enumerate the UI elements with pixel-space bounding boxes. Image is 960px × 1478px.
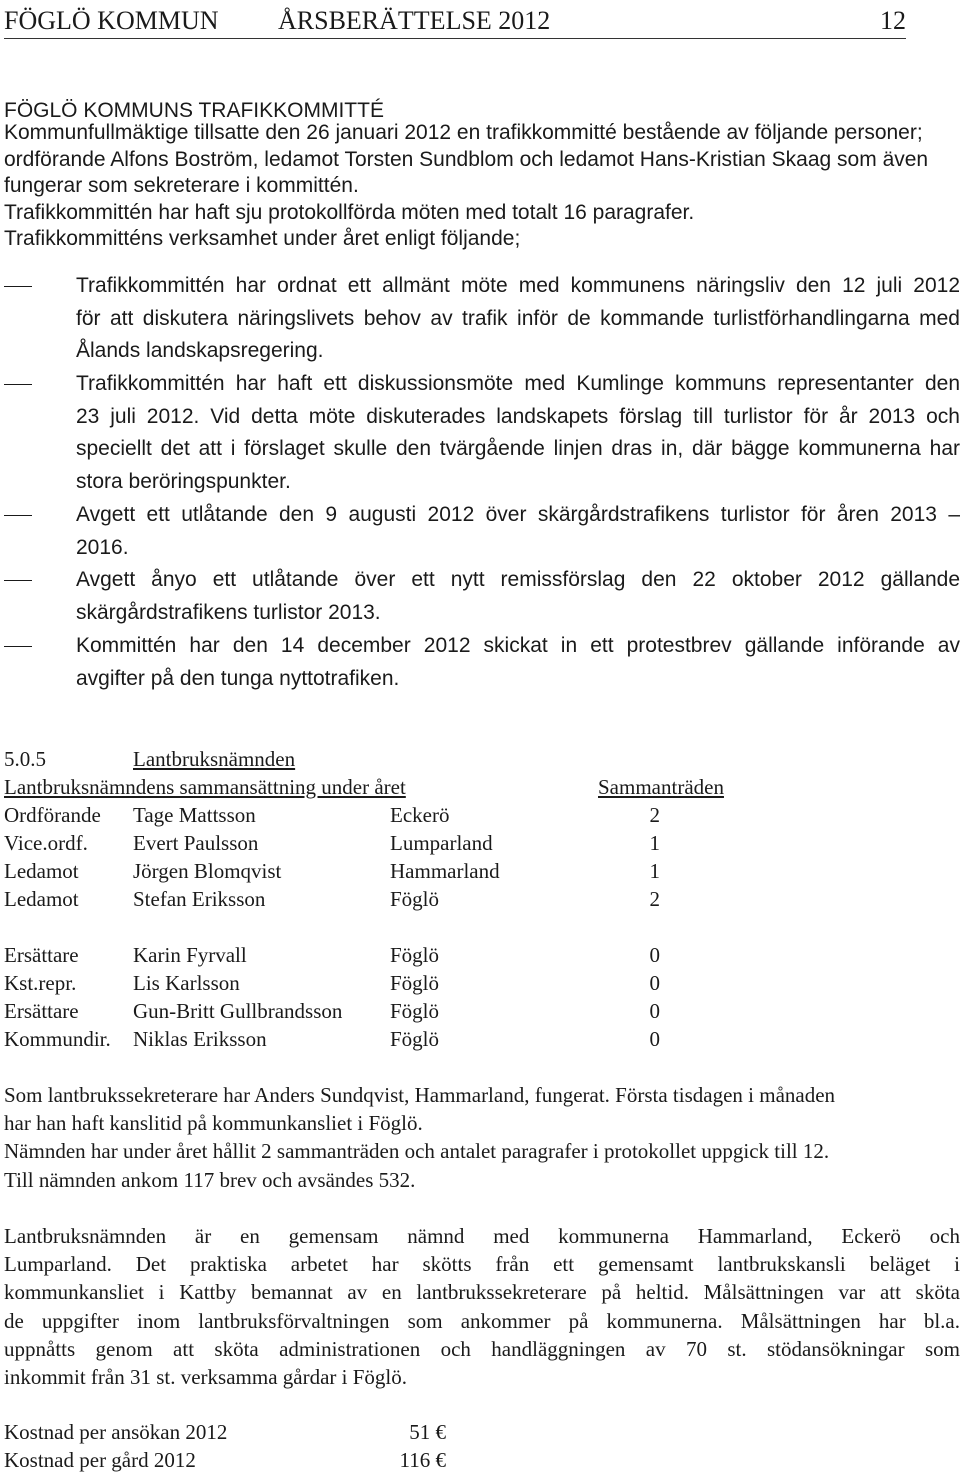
paragraph-line: Lantbruksnämnden är en gemensam nämnd med kommunerna Hammarland, Eckerö och	[4, 1224, 960, 1248]
member-meetings: 1	[649, 831, 660, 855]
table-row	[0, 801, 960, 829]
bullet-line: 2016.	[76, 535, 129, 559]
bullet-item	[4, 368, 960, 498]
table-row	[0, 829, 960, 857]
trafik-heading: FÖGLÖ KOMMUNS TRAFIKKOMMITTÉ	[4, 99, 384, 122]
header-municipality: FÖGLÖ KOMMUN	[4, 6, 219, 35]
member-place: Föglö	[390, 1027, 440, 1051]
paragraph-line: Nämnden har under året hållit 2 sammanträden och antalet paragrafer i protokollet uppgick till 12.	[4, 1139, 830, 1164]
bullet-line: speciellt det att i förslaget skulle den tvärgående linjen dras in, där bägge kommunerna har	[76, 437, 960, 460]
table-row	[0, 969, 960, 997]
table-row	[0, 857, 960, 885]
member-role: Ledamot	[4, 859, 79, 883]
member-role: Kommundir.	[4, 1027, 111, 1051]
member-name: Karin Fyrvall	[133, 943, 247, 967]
cost-label: Kostnad per ansökan 2012	[4, 1420, 228, 1444]
bullet-item	[4, 564, 960, 629]
bullet-item	[4, 499, 960, 564]
member-place: Föglö	[390, 971, 440, 995]
bullet-line: avgifter på den tunga nyttotrafiken.	[76, 666, 400, 690]
page-header	[4, 6, 906, 39]
intro-line: Trafikkommitténs verksamhet under året enligt följande;	[4, 227, 521, 250]
paragraph-line: Till nämnden ankom 117 brev och avsändes 532.	[4, 1167, 416, 1192]
bullet-line: stora beröringspunkter.	[76, 469, 291, 493]
header-report-title: ÅRSBERÄTTELSE 2012	[278, 6, 551, 35]
trafik-intro	[4, 120, 960, 253]
bullet-line: Ålands landskapsregering.	[76, 339, 324, 362]
member-meetings: 2	[649, 887, 660, 911]
bullet-line: 23 juli 2012. Vid detta möte diskuterades landskapets förslag till turlistor för år 2013 och	[76, 404, 960, 428]
composition-heading: Lantbruksnämndens sammansättning under året	[4, 775, 406, 799]
member-place: Föglö	[390, 999, 440, 1023]
paragraph-line: Som lantbrukssekreterare har Anders Sundqvist, Hammarland, fungerat. Första tisdagen i månaden	[4, 1083, 836, 1107]
member-meetings: 0	[649, 1027, 660, 1051]
member-place: Föglö	[390, 943, 440, 967]
member-name: Gun-Britt Gullbrandsson	[133, 999, 343, 1023]
member-role: Vice.ordf.	[4, 831, 88, 855]
bullet-line: Trafikkommittén har ordnat ett allmänt möte med kommunens näringsliv den 12 juli 2012	[76, 274, 960, 297]
cost-value: 116 €	[399, 1448, 446, 1472]
member-meetings: 0	[649, 971, 660, 995]
bullet-item	[4, 630, 960, 695]
member-meetings: 2	[649, 803, 660, 827]
member-place: Eckerö	[390, 803, 450, 827]
paragraph-line: inkommit från 31 st. verksamma gårdar i Föglö.	[4, 1365, 408, 1390]
secretary-paragraph	[4, 1081, 960, 1194]
table-row	[0, 885, 960, 913]
section-title: Lantbruksnämnden	[133, 747, 296, 771]
table-row	[0, 941, 960, 969]
bullet-line: Trafikkommittén har haft ett diskussionsmöte med Kumlinge kommuns representanter den	[76, 372, 960, 395]
member-meetings: 1	[649, 859, 660, 883]
member-place: Lumparland	[390, 831, 493, 855]
paragraph-line: Lumparland. Det praktiska arbetet har skötts från ett gemensamt lantbrukskansli beläget i	[4, 1252, 960, 1277]
bullet-line: Avgett ånyo ett utlåtande över ett nytt remissförslag den 22 oktober 2012 gällande	[76, 568, 960, 591]
paragraph-line: de uppgifter inom lantbruksförvaltningen som ankommer på kommunerna. Målsättningen har bl.a.	[4, 1308, 960, 1333]
member-role: Ledamot	[4, 887, 79, 911]
section-number: 5.0.5	[4, 747, 46, 771]
member-role: Ersättare	[4, 943, 79, 967]
member-meetings: 0	[649, 943, 660, 967]
dash-bullet-icon	[4, 515, 32, 516]
member-name: Tage Mattsson	[133, 803, 256, 827]
bullet-item	[4, 270, 960, 368]
bullet-line: Kommittén har den 14 december 2012 skickat in ett protestbrev gällande införande av	[76, 634, 960, 657]
intro-line: Kommunfullmäktige tillsatte den 26 januari 2012 en trafikkommitté bestående av följande personer;	[4, 121, 923, 144]
paragraph-line: kommunkansliet i Kattby bemannat av en lantbrukssekreterare på heltid. Målsättningen var att sköta	[4, 1280, 960, 1305]
member-name: Stefan Eriksson	[133, 887, 266, 911]
intro-line: Trafikkommittén har haft sju protokollförda möten med totalt 16 paragrafer.	[4, 200, 695, 224]
meetings-heading: Sammanträden	[598, 775, 724, 799]
member-place: Hammarland	[390, 859, 500, 883]
joint-board-paragraph	[4, 1222, 960, 1391]
member-name: Niklas Eriksson	[133, 1027, 267, 1051]
page-number: 12	[880, 6, 906, 35]
member-role: Ersättare	[4, 999, 79, 1023]
member-meetings: 0	[649, 999, 660, 1023]
paragraph-line: uppnåtts genom att sköta administrationen och handläggningen av 70 st. stödansökningar som	[4, 1336, 960, 1361]
member-role: Kst.repr.	[4, 971, 77, 995]
intro-line: ordförande Alfons Boström, ledamot Torsten Sundblom och ledamot Hans-Kristian Skaag som även	[4, 147, 929, 171]
bullet-line: skärgårdstrafikens turlistor 2013.	[76, 600, 381, 624]
table-row	[0, 1025, 960, 1053]
bullet-line: Avgett ett utlåtande den 9 augusti 2012 över skärgårdstrafikens turlistor för åren 2013 –	[76, 503, 960, 526]
dash-bullet-icon	[4, 286, 32, 287]
paragraph-line: har han haft kanslitid på kommunkansliet i Föglö.	[4, 1111, 423, 1136]
cost-label: Kostnad per gård 2012	[4, 1448, 196, 1472]
intro-line: fungerar som sekreterare i kommittén.	[4, 174, 359, 197]
dash-bullet-icon	[4, 646, 32, 647]
dash-bullet-icon	[4, 580, 32, 581]
bullet-line: för att diskutera näringslivets behov av trafik inför de kommande turlistförhandlingarna med	[76, 306, 960, 330]
cost-value: 51 €	[409, 1420, 446, 1444]
dash-bullet-icon	[4, 384, 32, 385]
member-name: Lis Karlsson	[133, 971, 240, 995]
member-name: Jörgen Blomqvist	[133, 859, 282, 883]
table-row	[0, 997, 960, 1025]
member-name: Evert Paulsson	[133, 831, 259, 855]
member-place: Föglö	[390, 887, 440, 911]
member-role: Ordförande	[4, 803, 101, 827]
